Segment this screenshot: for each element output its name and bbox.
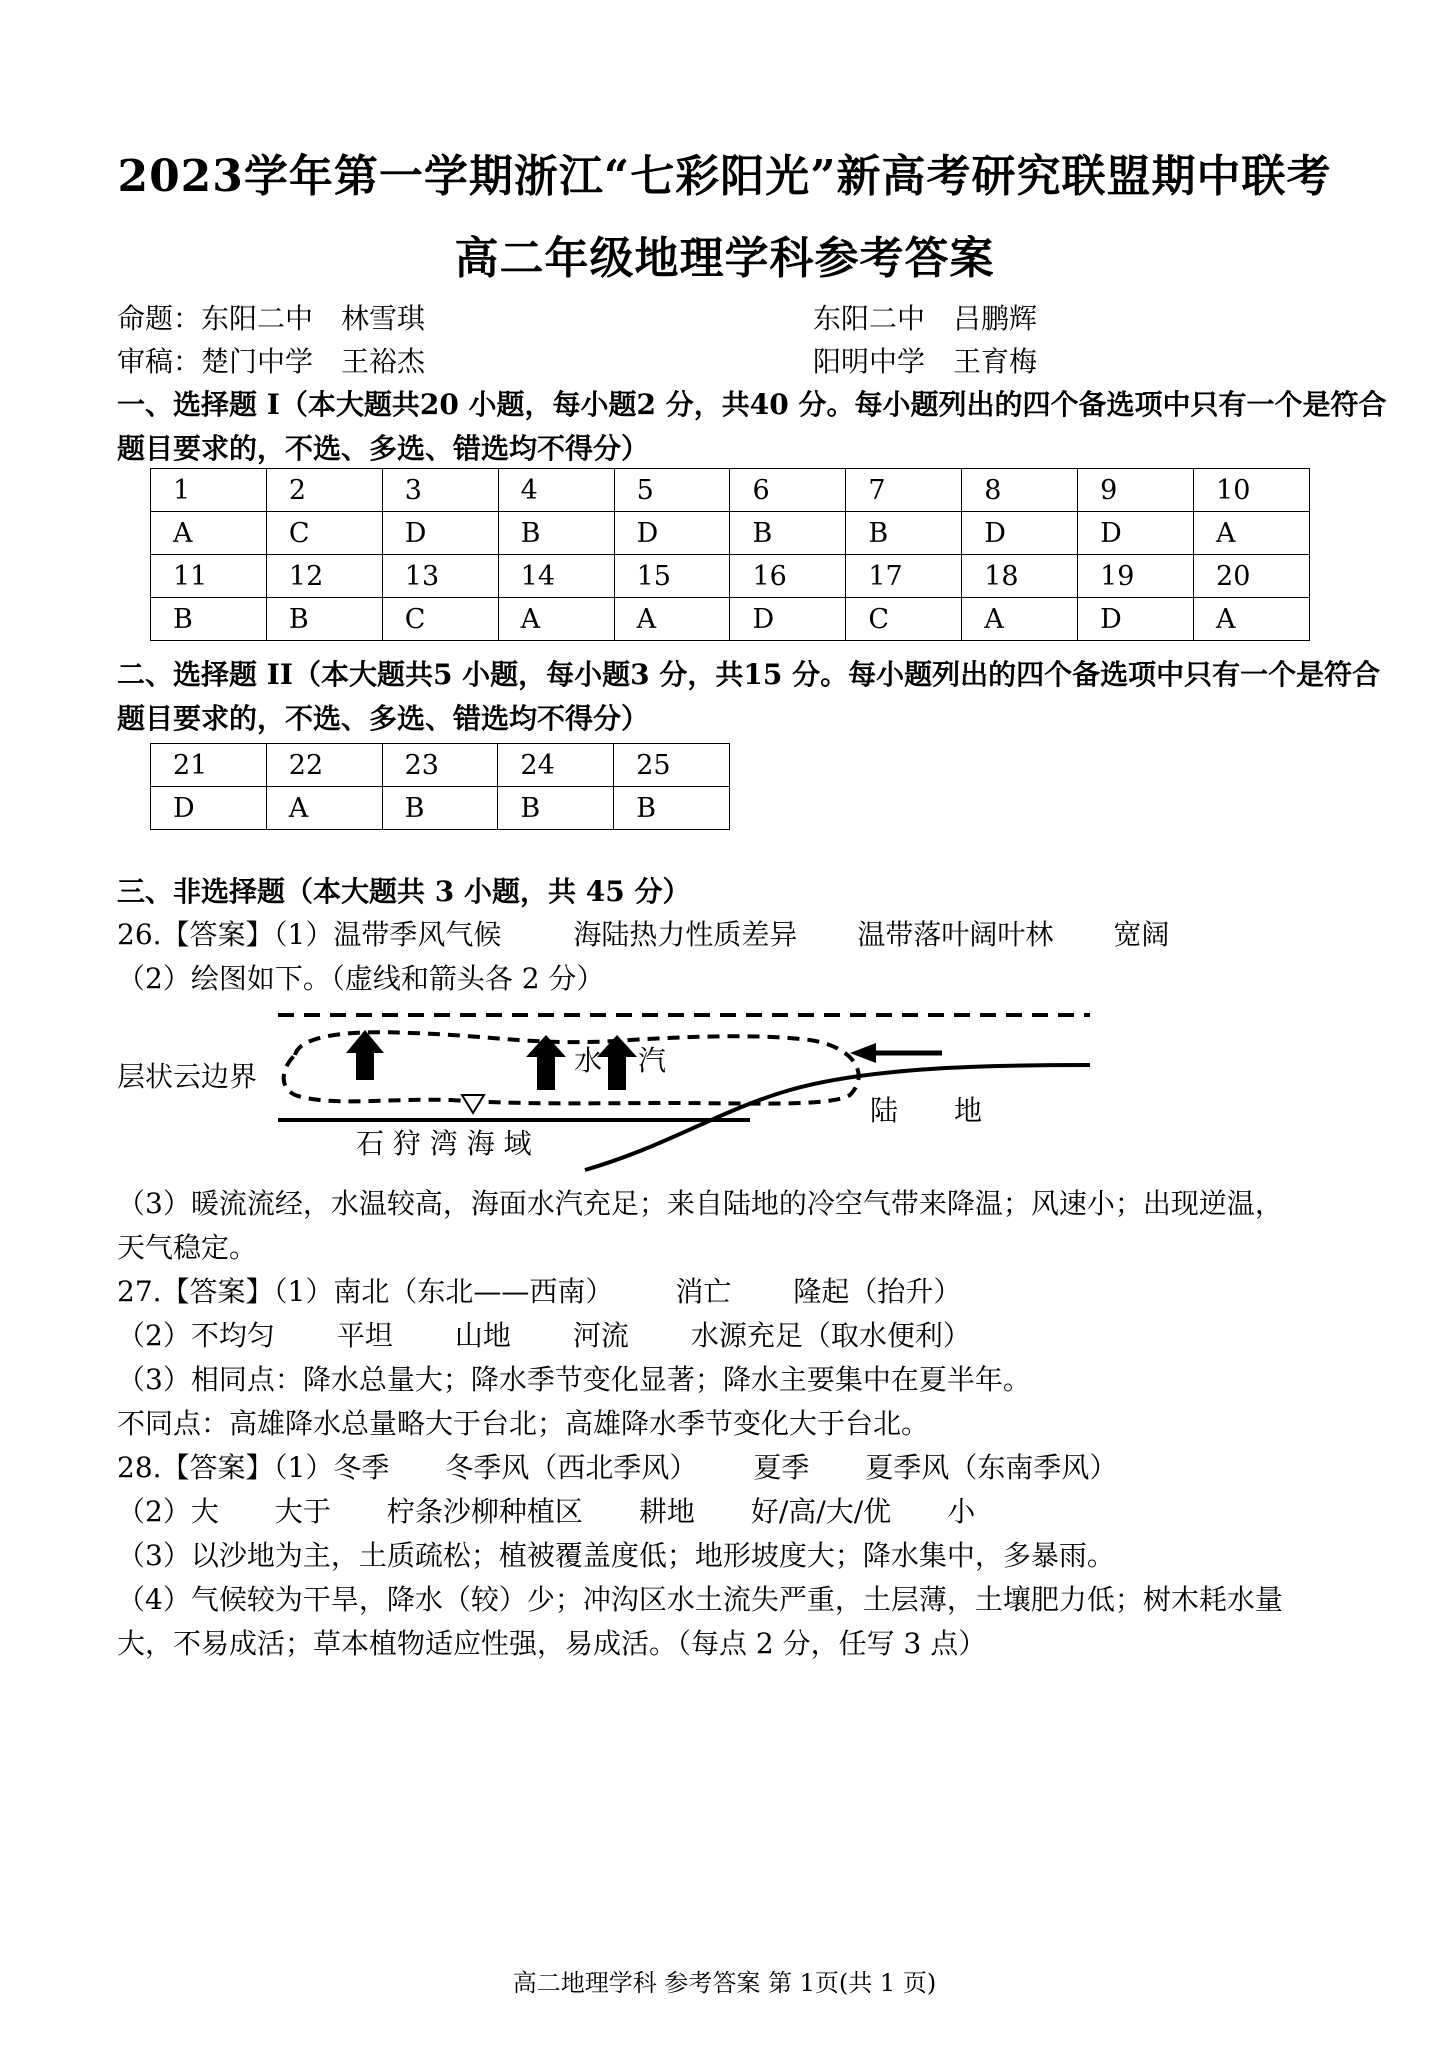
table-row bbox=[151, 744, 730, 787]
table-cell: 14 bbox=[498, 555, 614, 598]
q28-a2-b: 大于 bbox=[274, 1495, 331, 1528]
table-cell: B bbox=[382, 787, 498, 830]
q27-answer-2 bbox=[117, 1314, 971, 1354]
vapor-arrow-3 bbox=[597, 1035, 637, 1090]
table-cell: A bbox=[1194, 598, 1310, 641]
proposition-right: 东阳二中 吕鹏辉 bbox=[813, 302, 1038, 335]
q26-prefix: 26.【答案】 bbox=[117, 918, 274, 951]
sea-level-marker bbox=[462, 1095, 484, 1113]
table-row bbox=[151, 598, 1310, 641]
table-cell: D bbox=[962, 512, 1078, 555]
q27-a1-c: 隆起（抬升） bbox=[793, 1275, 962, 1308]
section1-heading-cont: 题目要求的，不选、多选、错选均不得分） bbox=[117, 432, 650, 465]
q28-prefix: 28.【答案】 bbox=[117, 1451, 274, 1484]
answer-table-1 bbox=[150, 468, 1310, 641]
table-cell: 5 bbox=[614, 469, 730, 512]
table-cell: A bbox=[1194, 512, 1310, 555]
vapor-label-1: 水 bbox=[574, 1044, 603, 1077]
table-cell: D bbox=[1078, 598, 1194, 641]
q27-a1-a: （1）南北（东北——西南） bbox=[273, 1275, 614, 1308]
table-cell: 13 bbox=[382, 555, 498, 598]
vapor-arrow-2 bbox=[526, 1035, 566, 1090]
q28-a1-c: 夏季 bbox=[753, 1451, 810, 1484]
q26-a1-b: 海陆热力性质差异 bbox=[573, 918, 798, 951]
table-cell: 22 bbox=[266, 744, 382, 787]
table-cell: 21 bbox=[151, 744, 267, 787]
q28-a2-e: 好/高/大/优 bbox=[750, 1495, 892, 1528]
q28-a1-d: 夏季风（东南季风） bbox=[865, 1451, 1118, 1484]
q27-a2-b: 平坦 bbox=[336, 1319, 393, 1352]
table-cell: A bbox=[614, 598, 730, 641]
document-title: 2023学年第一学期浙江“七彩阳光”新高考研究联盟期中联考 bbox=[117, 151, 1332, 202]
table-cell: B bbox=[730, 512, 846, 555]
q28-a2-d: 耕地 bbox=[638, 1495, 695, 1528]
table-cell: D bbox=[151, 787, 267, 830]
table-cell: 2 bbox=[266, 469, 382, 512]
table-cell: A bbox=[266, 787, 382, 830]
section3-heading: 三、非选择题（本大题共 3 小题，共 45 分） bbox=[117, 875, 691, 908]
q28-answer-1 bbox=[117, 1446, 1117, 1486]
table-cell: B bbox=[151, 598, 267, 641]
table-cell: A bbox=[498, 598, 614, 641]
q28-a1-a: （1）冬季 bbox=[273, 1451, 390, 1484]
table-cell: 8 bbox=[962, 469, 1078, 512]
q26-answer-3: （3）暖流流经，水温较高，海面水汽充足；来自陆地的冷空气带来降温；风速小；出现逆温， bbox=[117, 1187, 1283, 1220]
page-footer: 高二地理学科 参考答案 第 1页(共 1 页) bbox=[512, 1969, 937, 1997]
q26-answer-3-cont: 天气稳定。 bbox=[117, 1231, 258, 1264]
table-cell: A bbox=[962, 598, 1078, 641]
section1-heading: 一、选择题 I（本大题共20 小题，每小题2 分，共40 分。每小题列出的四个备选项中只有一个是符合 bbox=[117, 388, 1387, 421]
q28-answer-4: （4）气候较为干旱，降水（较）少；冲沟区水土流失严重，土层薄，土壤肥力低；树木耗水量 bbox=[117, 1583, 1283, 1616]
land-label: 陆 地 bbox=[870, 1094, 983, 1127]
table-cell: 24 bbox=[498, 744, 614, 787]
q26-answer-2: （2）绘图如下。（虚线和箭头各 2 分） bbox=[117, 962, 605, 995]
review-left: 审稿：楚门中学 王裕杰 bbox=[117, 345, 426, 378]
table-cell: C bbox=[846, 598, 962, 641]
q27-a2-e: 水源充足（取水便利） bbox=[690, 1319, 971, 1352]
table-cell: 20 bbox=[1194, 555, 1310, 598]
q27-answer-3-diff: 不同点：高雄降水总量略大于台北；高雄降水季节变化大于台北。 bbox=[117, 1407, 930, 1440]
table-cell: 7 bbox=[846, 469, 962, 512]
table-cell: 10 bbox=[1194, 469, 1310, 512]
table-row bbox=[151, 555, 1310, 598]
q28-answer-4-cont: 大，不易成活；草本植物适应性强，易成活。（每点 2 分，任写 3 点） bbox=[117, 1627, 987, 1660]
proposition-left: 命题：东阳二中 林雪琪 bbox=[117, 302, 426, 335]
review-right: 阳明中学 王育梅 bbox=[813, 345, 1038, 378]
table-cell: B bbox=[614, 787, 730, 830]
q27-a1-b: 消亡 bbox=[675, 1275, 732, 1308]
q26-a1-c: 温带落叶阔叶林 bbox=[857, 918, 1054, 951]
table-cell: D bbox=[1078, 512, 1194, 555]
table-row bbox=[151, 787, 730, 830]
q27-answer-3: （3）相同点：降水总量大；降水季节变化显著；降水主要集中在夏半年。 bbox=[117, 1363, 1031, 1396]
vapor-label-2: 汽 bbox=[638, 1044, 667, 1077]
q26-a1-a: （1）温带季风气候 bbox=[273, 918, 502, 951]
q28-a1-b: 冬季风（西北季风） bbox=[445, 1451, 698, 1484]
table-cell: 12 bbox=[266, 555, 382, 598]
table-cell: C bbox=[382, 598, 498, 641]
q27-prefix: 27.【答案】 bbox=[117, 1275, 274, 1308]
table-cell: 15 bbox=[614, 555, 730, 598]
table-row bbox=[151, 469, 1310, 512]
table-cell: 18 bbox=[962, 555, 1078, 598]
fog-diagram bbox=[110, 995, 1120, 1175]
table-cell: B bbox=[846, 512, 962, 555]
q27-answer-1 bbox=[117, 1270, 961, 1310]
table-cell: 23 bbox=[382, 744, 498, 787]
q28-answer-3: （3）以沙地为主，土质疏松；植被覆盖度低；地形坡度大；降水集中，多暴雨。 bbox=[117, 1539, 1115, 1572]
section2-heading-cont: 题目要求的，不选、多选、错选均不得分） bbox=[117, 702, 650, 735]
sea-label: 石 狩 湾 海 域 bbox=[356, 1127, 532, 1160]
q28-a2-f: 小 bbox=[947, 1495, 976, 1528]
table-cell: B bbox=[498, 512, 614, 555]
table-cell: 4 bbox=[498, 469, 614, 512]
q28-a2-a: （2）大 bbox=[117, 1495, 219, 1528]
section2-heading: 二、选择题 II（本大题共5 小题，每小题3 分，共15 分。每小题列出的四个备选项中只有一个是符合 bbox=[117, 658, 1381, 691]
table-cell: D bbox=[614, 512, 730, 555]
table-cell: 11 bbox=[151, 555, 267, 598]
document-subtitle: 高二年级地理学科参考答案 bbox=[454, 233, 995, 284]
q27-a2-c: 山地 bbox=[454, 1319, 511, 1352]
q26-a1-d: 宽阔 bbox=[1113, 918, 1170, 951]
table-cell: D bbox=[382, 512, 498, 555]
table-cell: 1 bbox=[151, 469, 267, 512]
cloud-boundary-label: 层状云边界 bbox=[117, 1060, 258, 1093]
land-coastline bbox=[585, 1065, 1090, 1170]
table-cell: 9 bbox=[1078, 469, 1194, 512]
table-cell: A bbox=[151, 512, 267, 555]
answer-table-2 bbox=[150, 743, 730, 830]
table-cell: 25 bbox=[614, 744, 730, 787]
table-cell: D bbox=[730, 598, 846, 641]
table-cell: B bbox=[266, 598, 382, 641]
table-cell: 17 bbox=[846, 555, 962, 598]
table-cell: 16 bbox=[730, 555, 846, 598]
table-row bbox=[151, 512, 1310, 555]
q26-answer-1 bbox=[117, 913, 1169, 953]
table-cell: 3 bbox=[382, 469, 498, 512]
vapor-arrow-1 bbox=[346, 1030, 384, 1080]
table-cell: B bbox=[498, 787, 614, 830]
q27-a2-d: 河流 bbox=[572, 1319, 629, 1352]
q28-a2-c: 柠条沙柳种植区 bbox=[386, 1495, 583, 1528]
q28-answer-2 bbox=[117, 1490, 975, 1530]
table-cell: 19 bbox=[1078, 555, 1194, 598]
table-cell: 6 bbox=[730, 469, 846, 512]
table-cell: C bbox=[266, 512, 382, 555]
q27-a2-a: （2）不均匀 bbox=[117, 1319, 275, 1352]
